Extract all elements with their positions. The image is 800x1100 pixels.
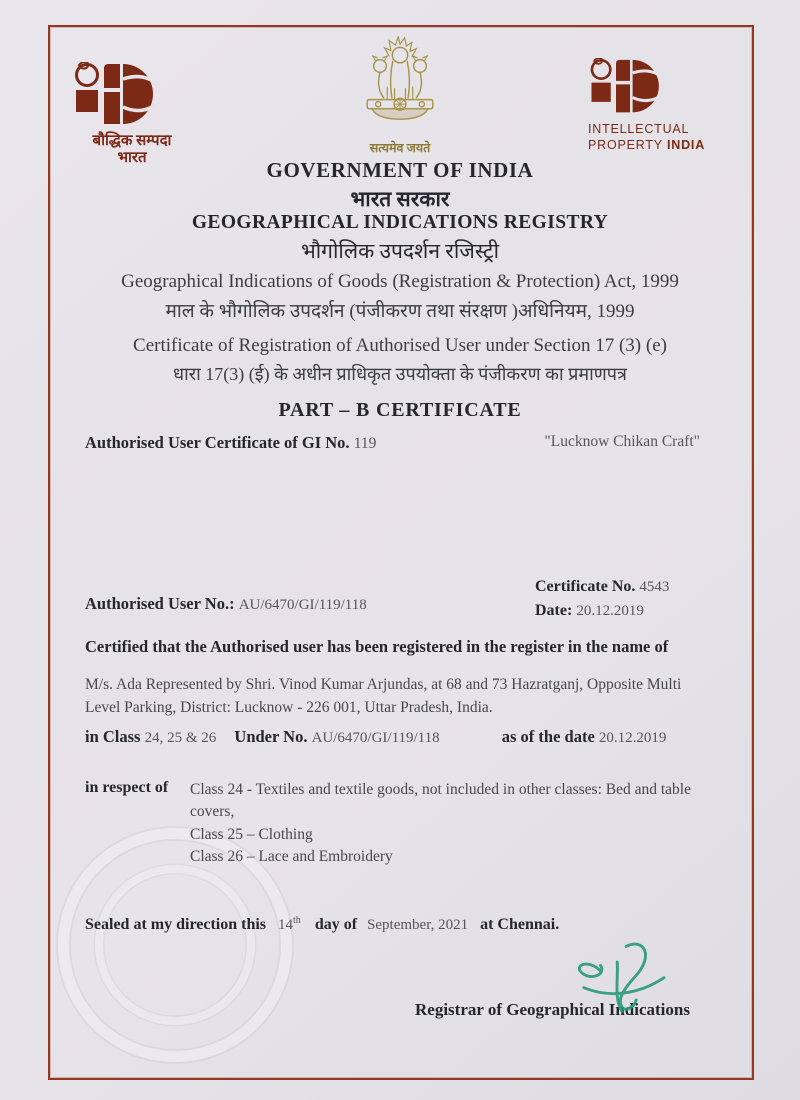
national-emblem	[338, 36, 462, 156]
sealed-month: September, 2021	[367, 917, 469, 933]
certificate-date-row	[535, 599, 669, 623]
right-logo-property: PROPERTY	[588, 138, 663, 153]
left-logo-caption-line1: बौद्धिक सम्पदा	[92, 133, 172, 149]
sealed-part1: Sealed at my direction this	[85, 916, 267, 933]
class-row	[85, 727, 666, 747]
class-26-line: Class 26 – Lace and Embroidery	[190, 848, 393, 866]
certificate-no-row	[535, 575, 669, 599]
gi-name: "Lucknow Chikan Craft"	[544, 433, 700, 450]
gi-number-value: 119	[353, 435, 377, 452]
certificate-date-label: Date:	[535, 601, 573, 619]
holder-address	[85, 673, 713, 720]
right-logo-caption-line1: INTELLECTUAL	[588, 122, 690, 136]
class-24-line1: Class 24 - Textiles and textile goods, not included in other classes: Bed and table	[190, 781, 691, 798]
certified-statement: Certified that the Authorised user has been registered in the register in the name of	[85, 637, 669, 656]
title-part-b: PART – B CERTIFICATE	[278, 399, 522, 421]
sealed-part3: at Chennai.	[480, 916, 560, 933]
ip-india-logo-left	[72, 62, 192, 168]
sealed-part2: day of	[314, 916, 358, 933]
title-gi-registry-en: GEOGRAPHICAL INDICATIONS REGISTRY	[191, 212, 609, 233]
registrar-title: Registrar of Geographical Indications	[415, 1000, 690, 1019]
certificate-no-value: 4543	[639, 579, 670, 595]
right-logo-caption	[588, 121, 728, 154]
sealed-statement	[85, 915, 559, 934]
authorised-user-no-value: AU/6470/GI/119/118	[238, 597, 367, 613]
under-no-label: Under No.	[234, 727, 308, 746]
authorised-user-no-label: Authorised User No.:	[85, 594, 235, 613]
right-logo-caption-line2	[588, 137, 728, 153]
ip-logo-icon	[588, 58, 672, 116]
in-class-label: in Class	[85, 727, 141, 746]
certificate-no-label: Certificate No.	[535, 578, 636, 595]
emblem-caption: सत्यमेव जयते	[369, 141, 431, 155]
class-25-line: Class 25 – Clothing	[190, 825, 313, 843]
certificate-date-value: 20.12.2019	[576, 602, 644, 619]
in-respect-of-label: in respect of	[85, 779, 169, 796]
certificate-no-block	[535, 575, 669, 623]
title-act-hi: माल के भौगोलिक उपदर्शन (पंजीकरण तथा संरक्षण )अधिनियम, 1999	[165, 301, 635, 322]
under-no-value: AU/6470/GI/119/118	[311, 730, 440, 746]
title-act-en: Geographical Indications of Goods (Registration & Protection) Act, 1999	[121, 271, 679, 292]
gi-number-label: Authorised User Certificate of GI No.	[85, 433, 350, 452]
registrar-signature	[556, 942, 674, 1020]
title-gi-registry-hi: भौगोलिक उपदर्शन रजिस्ट्री	[300, 239, 500, 263]
sealed-day: 14th	[278, 915, 301, 933]
ip-logo-icon	[72, 62, 168, 128]
title-cert-section-en: Certificate of Registration of Authorised User under Section 17 (3) (e)	[133, 335, 667, 356]
left-logo-caption-line2: भारत	[117, 150, 147, 167]
ashoka-lion-capital-icon	[345, 36, 455, 136]
class-values: 24, 25 & 26	[144, 730, 217, 746]
right-logo-india: INDIA	[667, 138, 706, 153]
class-descriptions	[190, 779, 735, 869]
class-24-line2: covers,	[190, 803, 235, 821]
holder-address-line1: M/s. Ada Represented by Shri. Vinod Kumar Arjundas, at 68 and 73 Hazratganj, Opposite Multi	[85, 676, 682, 693]
holder-address-line2: Level Parking, District: Lucknow - 226 001, Uttar Pradesh, India.	[85, 699, 493, 717]
as-of-date-label: as of the date	[501, 727, 595, 746]
gi-number-row	[85, 433, 376, 453]
authorised-user-no-row	[85, 594, 367, 614]
title-cert-section-hi: धारा 17(3) (ई) के अधीन प्राधिकृत उपयोक्ता के पंजीकरण का प्रमाणपत्र	[173, 364, 627, 384]
ip-india-logo-right	[588, 58, 728, 154]
title-government-of-india: GOVERNMENT OF INDIA	[266, 158, 534, 182]
title-bharat-sarkar: भारत सरकार	[350, 187, 450, 211]
as-of-date-value: 20.12.2019	[598, 730, 667, 746]
